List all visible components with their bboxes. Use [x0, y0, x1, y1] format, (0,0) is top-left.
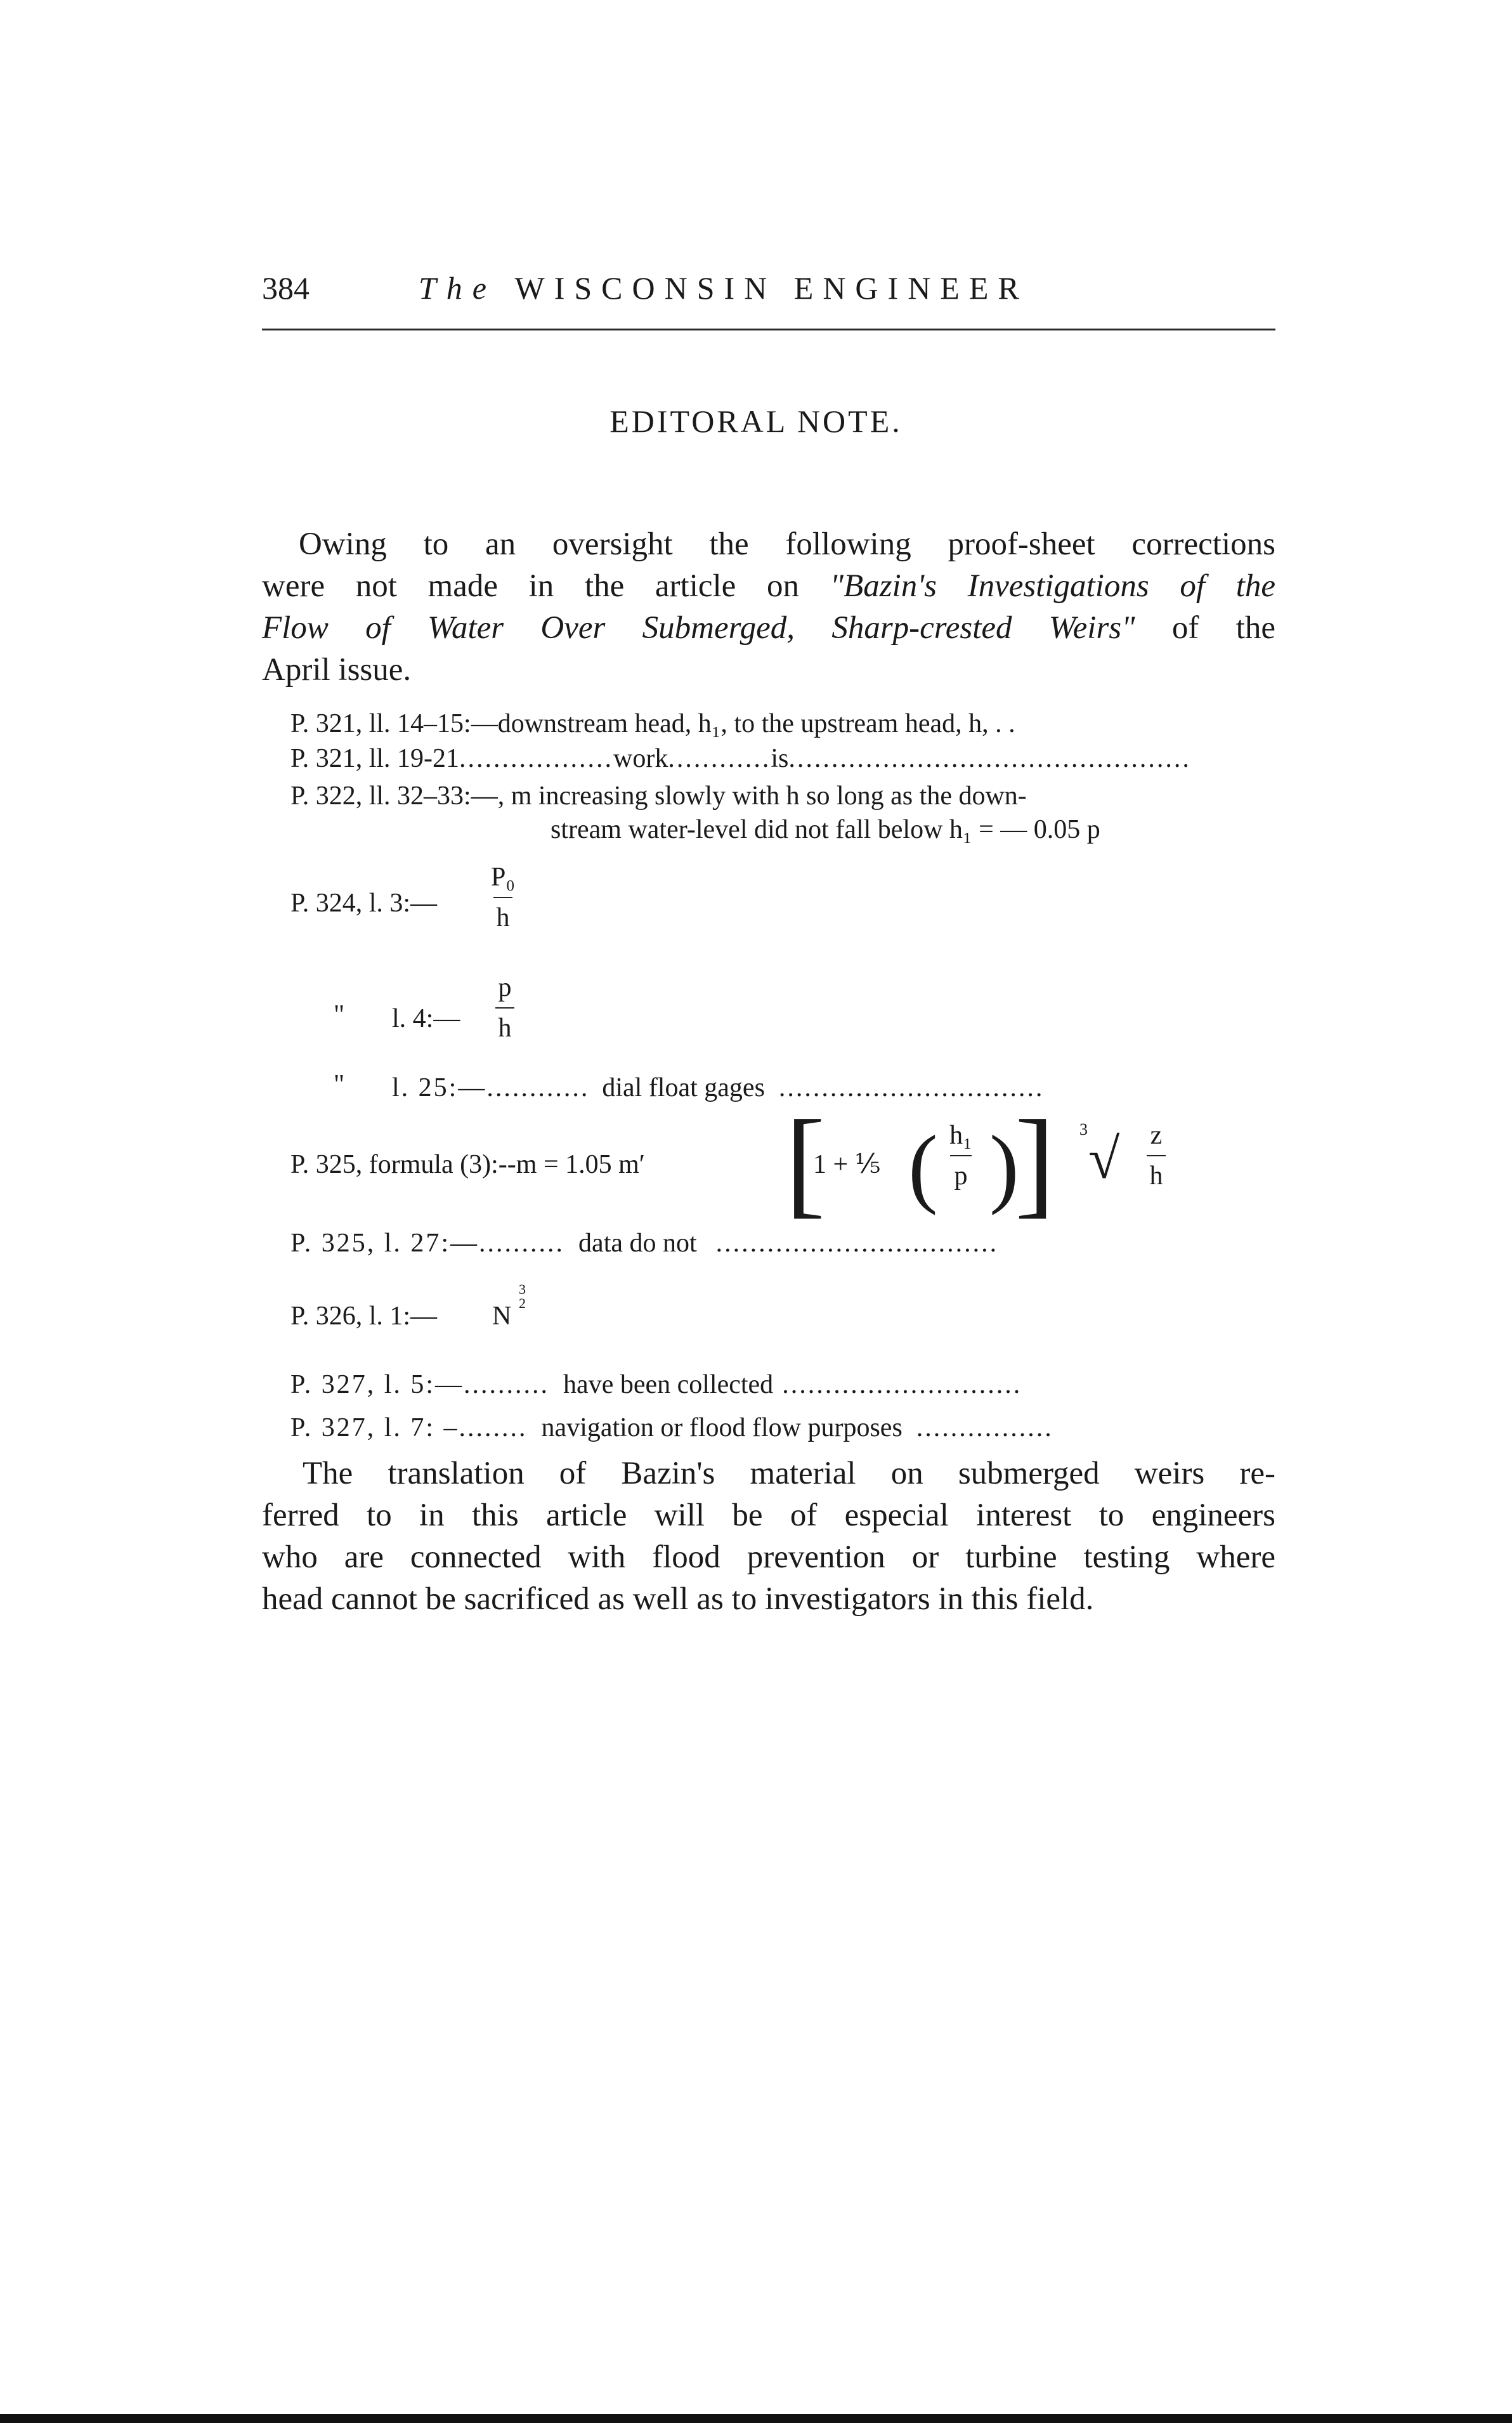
- fraction-bar: [950, 1155, 972, 1156]
- closing-line-4: head cannot be sacrificed as well as to investigators in this field.: [262, 1581, 1094, 1617]
- intro-article-title-a: "Bazin's Investigations of the: [830, 568, 1276, 604]
- intro-line-4: April issue.: [262, 652, 412, 688]
- fraction-denominator: p: [954, 1161, 968, 1191]
- fraction-bar: [493, 897, 512, 898]
- correction-2: [290, 742, 1275, 775]
- correction-6: [392, 1071, 1275, 1104]
- fraction-numerator: p: [498, 973, 512, 1002]
- correction-3-line-2: stream water-level did not fall below h₁ = — 0.05 p: [551, 815, 1100, 844]
- page-number: 384: [262, 270, 310, 306]
- header-rule: [262, 329, 1275, 330]
- correction-4-fraction: [488, 861, 518, 934]
- exponent-denominator: 2: [519, 1295, 526, 1311]
- intro-line-1: Owing to an oversight the following proof-sheet corrections: [299, 526, 1275, 562]
- exponent-numerator: 3: [519, 1281, 526, 1297]
- intro-line-2a: were not made in the article on: [262, 568, 799, 604]
- formula-one-plus-fifth: 1 + ⅕: [813, 1150, 881, 1179]
- correction-2-ref: P. 321, ll. 19-21: [290, 744, 460, 773]
- correction-8-text: data do not: [578, 1229, 697, 1258]
- intro-line-3b: of the: [1171, 610, 1275, 646]
- correction-2-word-work: work: [613, 744, 668, 773]
- running-head-title: WISCONSIN ENGINEER: [514, 270, 1029, 306]
- correction-6-ditto: ": [334, 1070, 345, 1099]
- correction-4-ref: P. 324, l. 3:—: [290, 889, 438, 918]
- fraction-numerator: h₁: [949, 1121, 972, 1150]
- correction-5-ref: l. 4:—: [392, 1004, 460, 1033]
- correction-1: P. 321, ll. 14–15:—downstream head, h₁, to the upstream head, h, . .: [290, 709, 1015, 738]
- running-head-the: The: [419, 270, 497, 306]
- correction-2-dots: ..................: [459, 744, 614, 773]
- right-paren: ): [989, 1118, 1019, 1216]
- correction-2-word-is: is: [771, 744, 789, 773]
- correction-10-ref: P. 327, l. 5:—..........: [290, 1370, 550, 1399]
- correction-9-ref: P. 326, l. 1:—: [290, 1302, 438, 1331]
- correction-3-line-1: P. 322, ll. 32–33:—, m increasing slowly with h so long as the down-: [290, 781, 1027, 811]
- fraction-numerator: z: [1150, 1121, 1163, 1150]
- editorial-title: EDITORAL NOTE.: [609, 403, 903, 439]
- correction-11-dots: ................: [916, 1413, 1053, 1442]
- correction-6-ref: l. 25:—............: [392, 1073, 590, 1102]
- formula-fraction-z-h: [1142, 1120, 1171, 1192]
- fraction-denominator: h: [498, 1014, 512, 1043]
- correction-5-fraction: [490, 972, 519, 1044]
- correction-9-exponent: [519, 1283, 526, 1310]
- left-paren: (: [908, 1118, 938, 1216]
- correction-10: [290, 1368, 1275, 1401]
- intro-line-2: [262, 565, 1275, 607]
- correction-8-dots: .................................: [715, 1229, 999, 1258]
- running-head: [419, 270, 1029, 306]
- correction-7-ref: P. 325, formula (3):--m = 1.05 m′: [290, 1150, 645, 1179]
- root-sign: √: [1088, 1128, 1120, 1191]
- correction-8-ref: P. 325, l. 27:—..........: [290, 1229, 565, 1258]
- correction-11: [290, 1411, 1275, 1444]
- closing-line-3: who are connected with flood prevention or turbine testing where: [262, 1539, 1275, 1575]
- correction-2-dots: ............: [668, 744, 771, 773]
- closing-line-2: ferred to in this article will be of especial interest to engineers: [262, 1498, 1275, 1533]
- intro-paragraph: [262, 523, 1275, 691]
- correction-8: [290, 1227, 1275, 1260]
- right-bracket: ]: [1015, 1096, 1055, 1229]
- correction-5-ditto: ": [334, 1000, 345, 1029]
- fraction-bar: [495, 1007, 514, 1009]
- fraction-denominator: h: [496, 903, 510, 932]
- closing-paragraph: [262, 1453, 1275, 1620]
- formula-fraction-h1-p: [939, 1120, 983, 1192]
- fraction-denominator: h: [1149, 1161, 1163, 1191]
- correction-2-dots: ...............................................: [788, 744, 1191, 773]
- fraction-bar: [1147, 1155, 1166, 1156]
- scan-bottom-edge: [0, 2414, 1512, 2423]
- cube-root-index: 3: [1079, 1120, 1088, 1139]
- intro-article-title-b: Flow of Water Over Submerged, Sharp-crested Weirs": [262, 610, 1135, 646]
- correction-9-base: N: [492, 1302, 512, 1331]
- correction-10-dots: ............................: [782, 1370, 1022, 1399]
- correction-11-ref: P. 327, l. 7: –........: [290, 1413, 528, 1442]
- left-bracket: [: [785, 1096, 826, 1229]
- correction-6-text: dial float gages: [602, 1073, 765, 1102]
- closing-line-1: The translation of Bazin's material on submerged weirs re-: [303, 1456, 1275, 1491]
- correction-10-text: have been collected: [563, 1370, 774, 1399]
- fraction-numerator: P₀: [490, 863, 515, 892]
- correction-11-text: navigation or flood flow purposes: [541, 1413, 903, 1442]
- correction-6-dots: ...............................: [778, 1073, 1045, 1102]
- intro-line-3: [262, 607, 1275, 649]
